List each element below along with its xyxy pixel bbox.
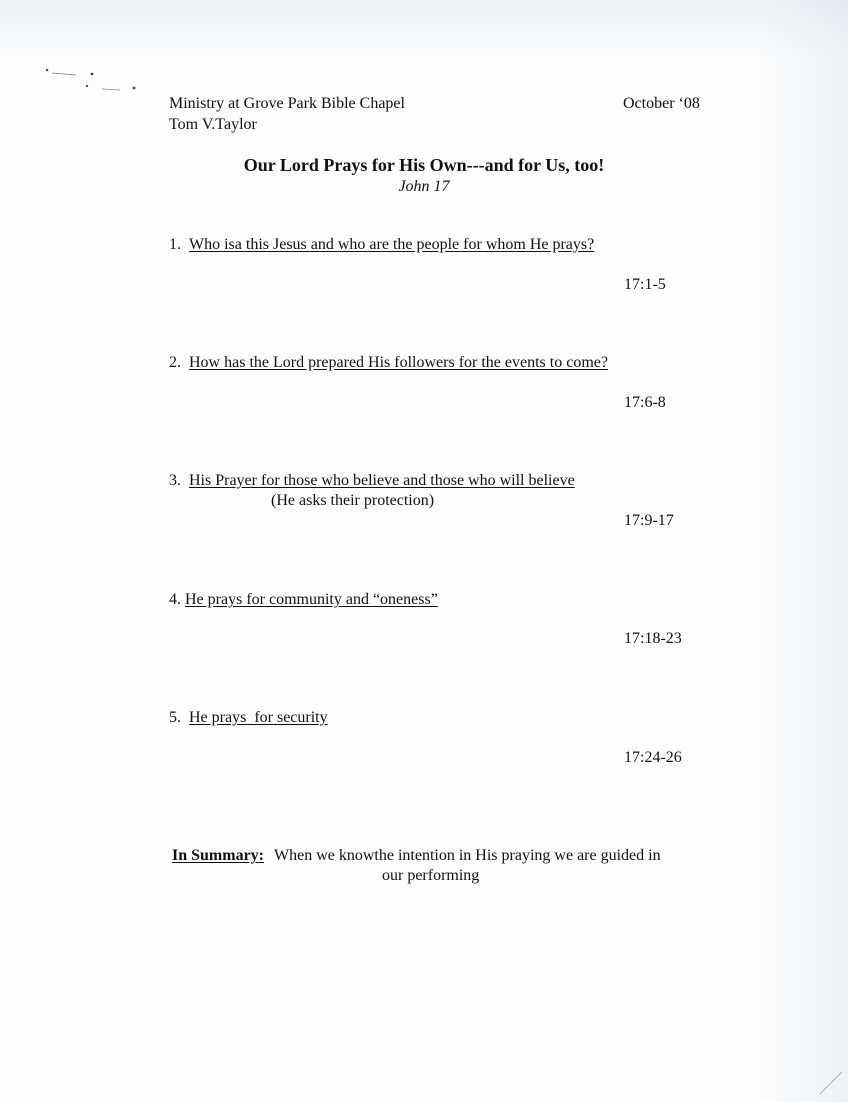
summary-line-1 xyxy=(172,846,661,865)
scan-shading xyxy=(0,0,848,60)
scripture-reference: John 17 xyxy=(398,178,450,195)
scan-specks xyxy=(40,64,150,94)
document-date: October ‘08 xyxy=(623,95,700,112)
section-2-reference: 17:6-8 xyxy=(624,394,666,411)
section-2-heading xyxy=(169,353,608,372)
section-4-heading xyxy=(169,590,438,609)
summary-label: In Summary: xyxy=(172,847,265,864)
section-number: 5. xyxy=(169,709,181,726)
section-1-heading xyxy=(169,235,594,254)
section-title: Who isa this Jesus and who are the people for whom He prays? xyxy=(189,236,595,253)
section-title: He prays for community and “oneness” xyxy=(185,591,438,608)
page-corner-mark xyxy=(818,1070,844,1096)
section-3-heading xyxy=(169,471,575,490)
section-4-reference: 17:18-23 xyxy=(624,630,682,647)
section-title: His Prayer for those who believe and those who will believe xyxy=(189,472,575,489)
section-number: 4. xyxy=(169,591,181,608)
section-number: 3. xyxy=(169,472,181,489)
summary-line-2: our performing xyxy=(382,867,480,884)
section-5-reference: 17:24-26 xyxy=(624,749,682,766)
section-5-heading xyxy=(169,708,328,727)
author-name: Tom V.Taylor xyxy=(169,116,257,133)
summary-text: When we knowthe intention in His praying we are guided in xyxy=(274,847,661,864)
document-title: Our Lord Prays for His Own---and for Us, too! xyxy=(243,155,605,175)
section-3-reference: 17:9-17 xyxy=(624,512,674,529)
section-title: He prays for security xyxy=(189,709,328,726)
section-number: 1. xyxy=(169,236,181,253)
section-title: How has the Lord prepared His followers for the events to come? xyxy=(189,354,608,371)
section-1-reference: 17:1-5 xyxy=(624,276,666,293)
section-3-note: (He asks their protection) xyxy=(271,492,435,509)
section-number: 2. xyxy=(169,354,181,371)
organization-name: Ministry at Grove Park Bible Chapel xyxy=(169,95,405,112)
